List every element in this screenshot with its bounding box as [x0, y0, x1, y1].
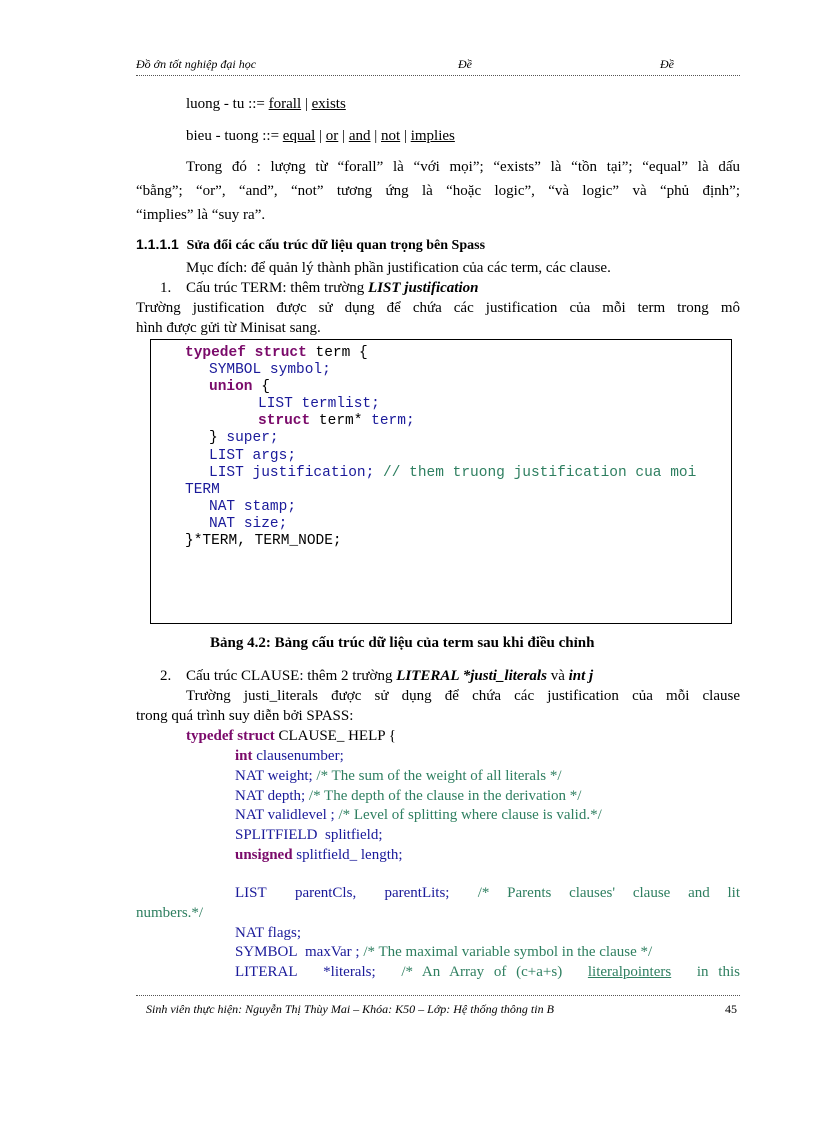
term-code-line-5 — [258, 413, 415, 430]
item1-field: LIST justification — [368, 280, 479, 296]
code-type: NAT — [235, 925, 264, 941]
item1-number: 1. — [160, 280, 172, 296]
code-text: term* — [310, 413, 363, 429]
purpose-text: Mục đích: để quản lý thành phần justification của các term, các clause. — [186, 260, 611, 276]
header-center: Đề — [458, 57, 472, 71]
code-text: { — [252, 379, 270, 395]
header-rule — [136, 75, 740, 76]
item1-label: Cấu trúc TERM: thêm trường — [186, 280, 369, 296]
code-identifier: validlevel ; — [267, 807, 335, 823]
code-identifier: depth; — [267, 788, 306, 804]
term-code-line-1 — [185, 345, 368, 362]
code-identifier: symbol; — [269, 362, 331, 378]
header-left: Đồ ớn tốt nghiệp đại học — [136, 57, 257, 71]
code-type: NAT — [209, 499, 236, 515]
item2-label: Cấu trúc CLAUSE: thêm 2 trường — [186, 668, 397, 684]
term-code-line-3 — [209, 379, 270, 396]
code-text: CLAUSE_ HELP { — [274, 728, 396, 744]
clause-code-line-8 — [235, 884, 740, 904]
grammar-prefix: bieu - tuong ::= — [186, 128, 283, 144]
clause-code-line-4 — [235, 787, 581, 807]
code-text: }*TERM, TERM_NODE; — [185, 533, 342, 549]
clause-code-line-11 — [235, 943, 652, 963]
section-heading — [136, 234, 485, 256]
code-type: LIST — [209, 465, 244, 481]
clause-code-line-2 — [235, 747, 344, 767]
code-type: SYMBOL — [209, 362, 262, 378]
code-type: LIST — [209, 448, 244, 464]
code-type: SYMBOL — [235, 944, 298, 960]
code-identifier: size; — [243, 516, 288, 532]
code-identifier: splitfield; — [325, 827, 383, 843]
code-text: } — [209, 430, 218, 446]
term-code-line-6 — [209, 430, 279, 447]
term-code-line-7 — [209, 448, 296, 465]
term-code-line-4 — [258, 396, 380, 413]
code-keyword: typedef struct — [185, 345, 307, 361]
item1-text — [186, 278, 478, 298]
clause-code-line-10 — [235, 924, 301, 944]
code-comment: /* The sum of the weight of all literals */ — [312, 768, 562, 784]
code-identifier: args; — [252, 448, 297, 464]
clause-code-line-12 — [235, 963, 740, 983]
code-type: NAT — [235, 807, 264, 823]
code-keyword: typedef struct — [186, 728, 275, 744]
header-right: Đề — [660, 57, 674, 71]
code-keyword: int — [235, 748, 253, 764]
code-comment: /* The depth of the clause in the derivation */ — [305, 788, 582, 804]
code-type: NAT — [235, 788, 264, 804]
grammar-prefix: luong - tu ::= — [186, 96, 269, 112]
code-type: NAT — [209, 516, 236, 532]
code-identifier: term; — [371, 413, 415, 429]
code-identifier: weight; — [267, 768, 313, 784]
code-comment: /* An Array of (c+a+s) — [401, 964, 563, 980]
grammar-line-2: bieu - tuong ::= equal | or | and | not | implies — [186, 128, 455, 144]
term-code-line-12 — [185, 533, 342, 550]
explain-line-2: “bằng”; “or”, “and”, “not” tương ứng là “hoặc logic”, “và logic” và “phủ định”; — [136, 183, 740, 199]
section-number: 1.1.1.1 — [136, 236, 179, 252]
code-type: TERM — [185, 482, 220, 498]
item2-desc-line-2: trong quá trình suy diễn bởi SPASS: — [136, 708, 354, 724]
footer-text: Sinh viên thực hiện: Nguyễn Thị Thùy Mai – Khóa: K50 – Lớp: Hệ thống thông tin B — [146, 1002, 554, 1016]
code-type: NAT — [235, 768, 264, 784]
term-code-line-2 — [209, 362, 331, 379]
item2-text — [186, 666, 593, 686]
grammar-option: and — [348, 128, 371, 144]
code-comment: /* Parents clauses' clause and lit — [477, 885, 740, 901]
code-keyword: union — [209, 379, 253, 395]
table-caption: Bảng 4.2: Bảng cấu trúc dữ liệu của term sau khi điều chỉnh — [210, 635, 595, 651]
page-number: 45 — [725, 1002, 737, 1016]
item2-field-2: int j — [568, 668, 594, 684]
code-text: term { — [306, 345, 368, 361]
clause-code-line-9 — [136, 904, 203, 924]
code-identifier: stamp; — [243, 499, 297, 515]
code-keyword: struct — [258, 413, 311, 429]
code-identifier: maxVar ; — [305, 944, 360, 960]
code-identifier: *literals; — [323, 964, 376, 980]
item2-conjunction: và — [546, 668, 569, 684]
code-keyword: unsigned — [235, 847, 293, 863]
clause-code-line-1 — [186, 727, 396, 747]
item2-field-1: LITERAL *justi_literals — [396, 668, 547, 684]
term-code-line-8 — [209, 465, 696, 482]
code-comment: /* The maximal variable symbol in the clause */ — [359, 944, 653, 960]
code-type: SPLITFIELD — [235, 827, 318, 843]
code-identifier: parentLits; — [384, 885, 450, 901]
code-comment: /* Level of splitting where clause is valid.*/ — [334, 807, 602, 823]
code-comment-underlined: literalpointers — [587, 964, 672, 980]
grammar-option: forall — [268, 96, 302, 112]
code-identifier: justification; — [252, 465, 375, 481]
grammar-option: or — [325, 128, 339, 144]
code-comment: in this — [696, 964, 740, 980]
footer-rule — [136, 995, 740, 996]
grammar-line-1 — [186, 94, 346, 114]
term-code-line-9 — [185, 482, 220, 499]
section-title: Sửa đổi các cấu trúc dữ liệu quan trọng bên Spass — [186, 238, 486, 253]
grammar-separator: | — [301, 96, 312, 112]
explain-line-3: “implies” là “suy ra”. — [136, 207, 266, 223]
item1-desc-line-2: hình được gửi từ Minisat sang. — [136, 320, 321, 336]
clause-code-line-6 — [235, 826, 383, 846]
grammar-option: implies — [410, 128, 455, 144]
term-code-line-11 — [209, 516, 287, 533]
clause-code-line-5 — [235, 806, 602, 826]
code-identifier: splitfield_ length; — [292, 847, 403, 863]
grammar-option: exists — [311, 96, 346, 112]
item2-desc-line-1: Trường justi_literals được sử dụng để chứa các justification của mỗi clause — [186, 688, 740, 704]
clause-code-line-7 — [235, 846, 403, 866]
code-type: LITERAL — [235, 964, 298, 980]
clause-code-line-3 — [235, 767, 562, 787]
grammar-option: not — [381, 128, 401, 144]
item1-desc-line-1: Trường justification được sử dụng để chứa các justification của mỗi term trong mô — [136, 300, 740, 316]
item2-number: 2. — [160, 668, 172, 684]
term-code-line-10 — [209, 499, 296, 516]
code-comment: numbers.*/ — [136, 905, 204, 921]
code-identifier: super; — [226, 430, 279, 446]
code-identifier: flags; — [267, 925, 301, 941]
code-identifier: termlist; — [301, 396, 380, 412]
code-comment: // them truong justification cua moi — [383, 465, 697, 481]
code-identifier: parentCls, — [294, 885, 357, 901]
explain-line-1: Trong đó : lượng từ “forall” là “với mọi”; “exists” là “tồn tại”; “equal” là dấu — [186, 159, 740, 175]
code-identifier: clausenumber; — [252, 748, 344, 764]
code-type: LIST — [235, 885, 267, 901]
code-type: LIST — [258, 396, 293, 412]
grammar-option: equal — [282, 128, 316, 144]
